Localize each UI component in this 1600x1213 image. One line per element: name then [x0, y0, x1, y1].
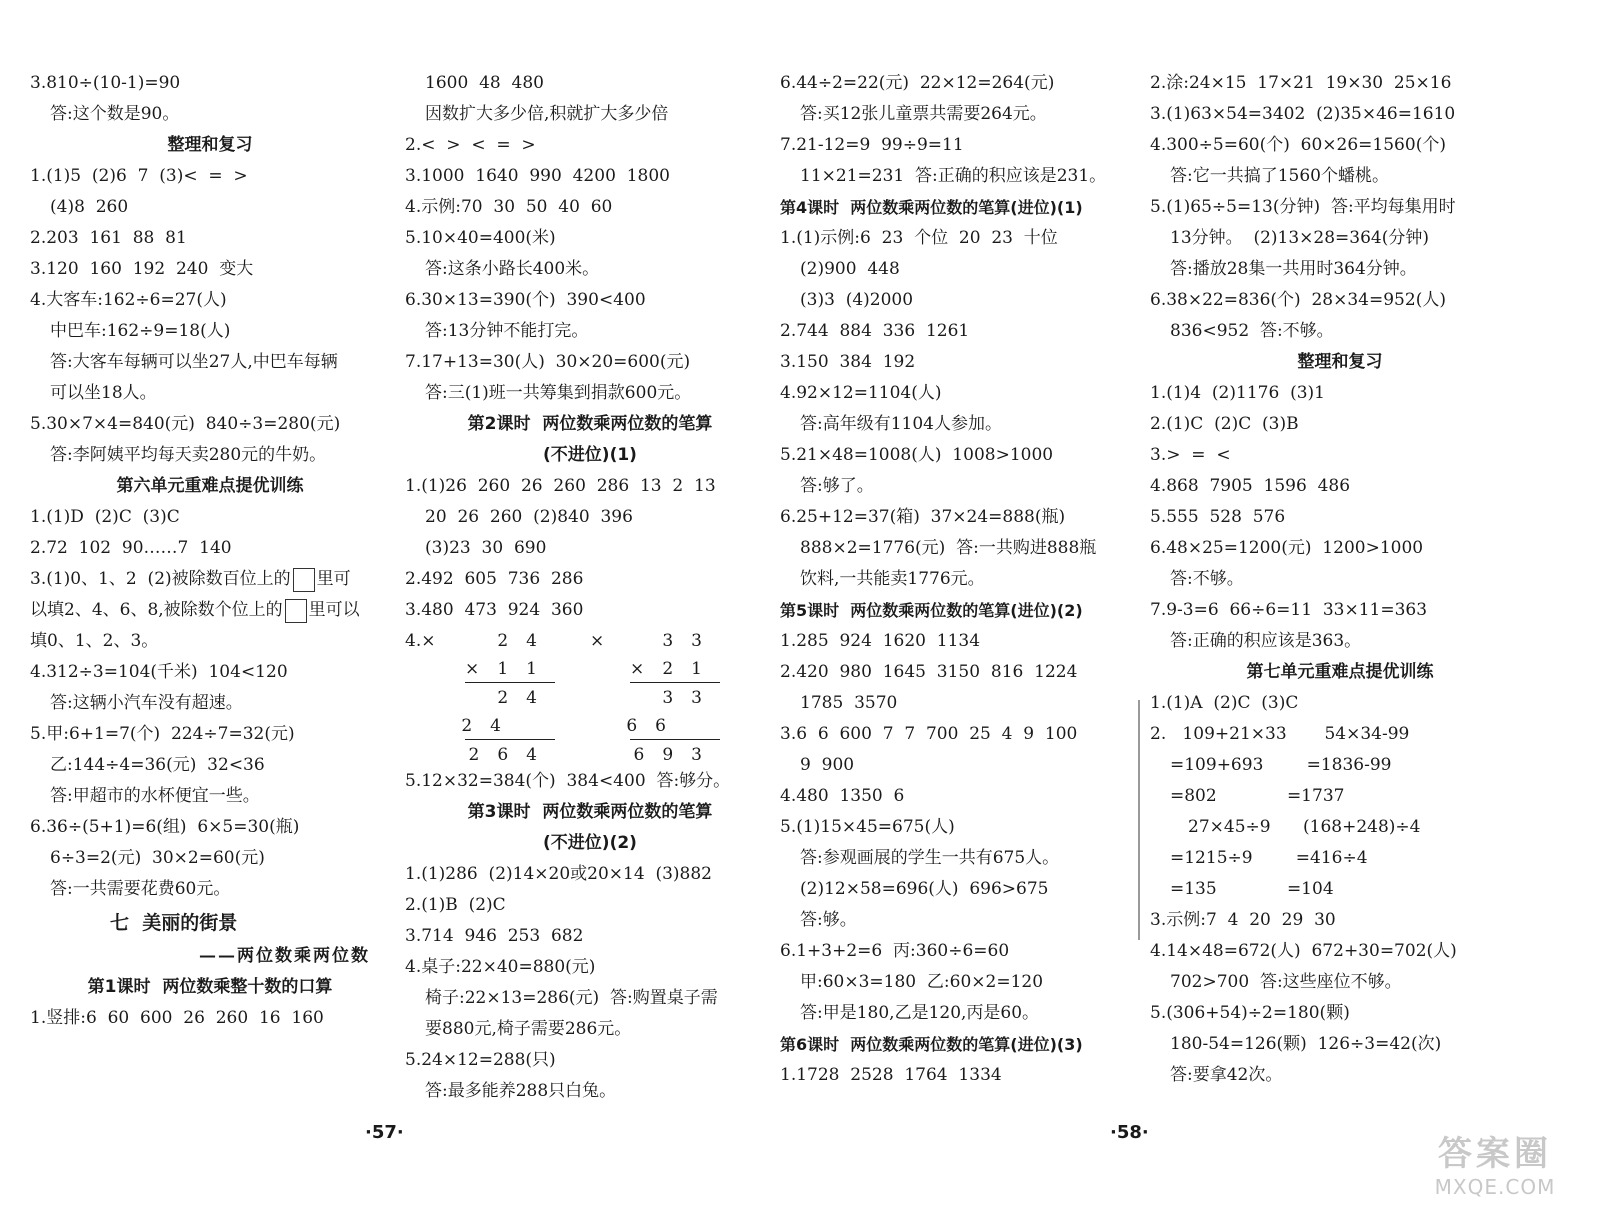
calc-b-row3: 33 [662, 688, 720, 708]
answer-line: 6.1+3+2=6 丙:360÷6=60 [780, 941, 1010, 961]
answer-line: 4.桌子:22×40=880(元) [405, 957, 596, 977]
lesson-heading: 第5课时 两位数乘两位数的笔算(进位)(2) [780, 601, 1083, 620]
vertical-calc-label: 4.× [405, 631, 436, 651]
vertical-calc-b [610, 626, 720, 768]
answer-line: 2.< > < = > [405, 135, 536, 155]
answer-line: 甲:60×3=180 乙:60×2=120 [800, 972, 1044, 992]
answer-line: 7.9-3=6 66÷6=11 33×11=363 [1150, 600, 1428, 620]
answer-line: 椅子:22×13=286(元) 答:购置桌子需 [425, 988, 718, 1008]
answer-line: 1.(1)4 (2)1176 (3)1 [1150, 383, 1325, 403]
answer-text: 3.(1)0、1、2 (2)被除数百位上的 [30, 569, 291, 589]
answer-line: 3.810÷(10-1)=90 [30, 73, 181, 93]
answer-line: 180-54=126(颗) 126÷3=42(次) [1170, 1034, 1442, 1054]
answer-line: 3.714 946 253 682 [405, 926, 584, 946]
answer-line: 2. 109+21×33 54×34-99 [1150, 724, 1410, 744]
answer-line: 1.(1)5 (2)6 7 (3)< = > [30, 166, 248, 186]
answer-line: 3.120 160 192 240 变大 [30, 259, 254, 279]
calc-a-row2: × 11 [465, 659, 555, 679]
answer-column-1 [30, 68, 390, 1034]
answer-line: 6.36÷(5+1)=6(组) 6×5=30(瓶) [30, 817, 300, 837]
answer-line: 836<952 答:不够。 [1170, 321, 1334, 341]
answer-text: 里可 [316, 569, 351, 589]
answer-line: 答:李阿姨平均每天卖280元的牛奶。 [50, 445, 327, 465]
answer-line: 2.420 980 1645 3150 816 1224 [780, 662, 1078, 682]
answer-line: 答:播放28集一共用时364分钟。 [1170, 259, 1417, 279]
answer-text: 里可以 [308, 600, 360, 620]
answer-line: 4.示例:70 30 50 40 60 [405, 197, 613, 217]
answer-line: 1785 3570 [800, 693, 898, 713]
answer-line: (3)23 30 690 [425, 538, 547, 558]
answer-line: 答:甲超市的水杯便宜一些。 [50, 786, 260, 806]
calc-b-row2: × 21 [630, 659, 720, 679]
calc-a-row3: 24 [497, 688, 555, 708]
watermark-logo [1420, 1126, 1570, 1199]
answer-line [30, 564, 390, 595]
answer-line: 1.竖排:6 60 600 26 260 16 160 [30, 1008, 324, 1028]
chapter-subtitle: ——两位数乘两位数 [199, 946, 370, 966]
answer-line: 3.150 384 192 [780, 352, 916, 372]
section-heading: 第2课时 两位数乘两位数的笔算 [467, 414, 713, 434]
answer-line: 6.44÷2=22(元) 22×12=264(元) [780, 73, 1055, 93]
answer-line: 4.300÷5=60(个) 60×26=1560(个) [1150, 135, 1446, 155]
answer-text: 以填2、4、6、8,被除数个位上的 [30, 600, 283, 620]
calc-b-multiplier: 21 [662, 659, 720, 679]
answer-line: 4.312÷3=104(千米) 104<120 [30, 662, 288, 682]
section-heading: 第七单元重难点提优训练 [1246, 662, 1434, 682]
answer-line: 1.(1)A (2)C (3)C [1150, 693, 1299, 713]
right-page [780, 0, 1600, 1213]
answer-line: 9 900 [800, 755, 855, 775]
answer-line: 4.14×48=672(人) 672+30=702(人) [1150, 941, 1457, 961]
answer-line: 要880元,椅子需要286元。 [425, 1019, 632, 1039]
answer-line: 5.(306+54)÷2=180(颗) [1150, 1003, 1350, 1023]
answer-line: 1.(1)示例:6 23 个位 20 23 十位 [780, 228, 1058, 248]
answer-line: (4)8 260 [50, 197, 129, 217]
answer-line: 4.868 7905 1596 486 [1150, 476, 1351, 496]
section-heading: (不进位)(2) [543, 833, 637, 853]
vertical-calculations [405, 626, 775, 766]
answer-column-3 [780, 68, 1145, 1091]
answer-line: 饮料,一共能卖1776元。 [800, 569, 985, 589]
calc-a-multiplier: 11 [497, 659, 555, 679]
answer-line: =135 =104 [1170, 879, 1334, 899]
answer-line: 6÷3=2(元) 30×2=60(元) [50, 848, 265, 868]
answer-line: 2.(1)C (2)C (3)B [1150, 414, 1299, 434]
answer-line: 2.744 884 336 1261 [780, 321, 970, 341]
calc-a-row1: 24 [497, 631, 555, 651]
section-heading: 第3课时 两位数乘两位数的笔算 [467, 802, 713, 822]
answer-line: 因数扩大多少倍,积就扩大多少倍 [425, 104, 669, 124]
answer-line: 可以坐18人。 [50, 383, 157, 403]
answer-line: 1.1728 2528 1764 1334 [780, 1065, 1002, 1085]
answer-line: 1.285 924 1620 1134 [780, 631, 981, 651]
answer-line: 7.17+13=30(人) 30×20=600(元) [405, 352, 691, 372]
answer-line: 1.(1)26 260 26 260 286 13 2 13 [405, 476, 716, 496]
answer-line [30, 595, 390, 626]
answer-line: 888×2=1776(元) 答:一共购进888瓶 [800, 538, 1097, 558]
answer-line: 6.38×22=836(个) 28×34=952(人) [1150, 290, 1446, 310]
answer-line: 3.480 473 924 360 [405, 600, 584, 620]
answer-line: 5.555 528 576 [1150, 507, 1286, 527]
answer-line: 答:最多能养288只白兔。 [425, 1081, 617, 1101]
watermark-url: MXQE.COM [1434, 1175, 1556, 1199]
answer-line: 13分钟。 (2)13×28=364(分钟) [1170, 228, 1429, 248]
calc-b-result: 693 [633, 745, 720, 765]
answer-line: 答:够了。 [800, 476, 874, 496]
answer-line: 答:一共需要花费60元。 [50, 879, 231, 899]
blank-box [293, 568, 315, 592]
answer-line: 6.30×13=390(个) 390<400 [405, 290, 646, 310]
left-page [0, 0, 780, 1213]
answer-line: =1215÷9 =416÷4 [1170, 848, 1368, 868]
answer-line: =802 =1737 [1170, 786, 1345, 806]
section-heading: 整理和复习 [167, 135, 253, 155]
calc-b-row1: 33 [662, 631, 720, 651]
answer-line: (3)3 (4)2000 [800, 290, 914, 310]
answer-line: 4.大客车:162÷6=27(人) [30, 290, 227, 310]
answer-line: (2)12×58=696(人) 696>675 [800, 879, 1049, 899]
answer-line: 1600 48 480 [425, 73, 544, 93]
answer-line: 答:高年级有1104人参加。 [800, 414, 1002, 434]
answer-line: 5.(1)65÷5=13(分钟) 答:平均每集用时 [1150, 197, 1456, 217]
answer-line: 4.480 1350 6 [780, 786, 905, 806]
answer-line: 5.(1)15×45=675(人) [780, 817, 955, 837]
section-heading: 第1课时 两位数乘整十数的口算 [87, 977, 333, 997]
answer-line: 6.25+12=37(箱) 37×24=888(瓶) [780, 507, 1066, 527]
answer-line: 4.92×12=1104(人) [780, 383, 942, 403]
answer-line: 2.203 161 88 81 [30, 228, 187, 248]
answer-line: 3.示例:7 4 20 29 30 [1150, 910, 1336, 930]
answer-line: 答:这个数是90。 [50, 104, 180, 124]
answer-line: 答:够。 [800, 910, 857, 930]
answer-line: 2.492 605 736 286 [405, 569, 584, 589]
answer-line: 5.24×12=288(只) [405, 1050, 556, 1070]
vertical-calc-mark-b: × [590, 631, 605, 651]
calc-a-result: 264 [468, 745, 555, 765]
answer-line: 3.(1)63×54=3402 (2)35×46=1610 [1150, 104, 1456, 124]
answer-line: 答:大客车每辆可以坐27人,中巴车每辆 [50, 352, 338, 372]
section-heading: 整理和复习 [1297, 352, 1383, 372]
answer-line: 答:它一共搞了1560个蟠桃。 [1170, 166, 1389, 186]
answer-line: 答:不够。 [1170, 569, 1244, 589]
section-heading: 第六单元重难点提优训练 [116, 476, 304, 496]
answer-line: 答:这条小路长400米。 [425, 259, 600, 279]
answer-column-2 [405, 68, 775, 1107]
answer-line: 答:买12张儿童票共需要264元。 [800, 104, 1047, 124]
answer-line: 20 26 260 (2)840 396 [425, 507, 633, 527]
answer-line: 1.(1)286 (2)14×20或20×14 (3)882 [405, 864, 712, 884]
answer-line: 答:这辆小汽车没有超速。 [50, 693, 243, 713]
answer-line: =109+693 =1836-99 [1170, 755, 1392, 775]
answer-line: 6.48×25=1200(元) 1200>1000 [1150, 538, 1424, 558]
answer-line: 答:13分钟不能打完。 [425, 321, 589, 341]
answer-line: 2.涂:24×15 17×21 19×30 25×16 [1150, 73, 1452, 93]
answer-line: 答:正确的积应该是363。 [1170, 631, 1362, 651]
answer-line: 5.甲:6+1=7(个) 224÷7=32(元) [30, 724, 295, 744]
answer-line: 2.72 102 90……7 140 [30, 538, 232, 558]
answer-line: 3.1000 1640 990 4200 1800 [405, 166, 670, 186]
page-number-right: ·58· [1110, 1122, 1149, 1143]
answer-line: 填0、1、2、3。 [30, 631, 159, 651]
calc-b-row4: 66 [626, 716, 684, 736]
answer-line: 2.(1)B (2)C [405, 895, 506, 915]
section-heading: (不进位)(1) [543, 445, 637, 465]
answer-line: 答:甲是180,乙是120,丙是60。 [800, 1003, 1040, 1023]
page-number-left: ·57· [365, 1122, 404, 1143]
answer-line: 答:三(1)班一共筹集到捐款600元。 [425, 383, 692, 403]
answer-line: 5.30×7×4=840(元) 840÷3=280(元) [30, 414, 341, 434]
answer-line: 5.10×40=400(米) [405, 228, 556, 248]
answer-line: 3.> = < [1150, 445, 1231, 465]
answer-line: 3.6 6 600 7 7 700 25 4 9 100 [780, 724, 1078, 744]
answer-line: 27×45÷9 (168+248)÷4 [1188, 817, 1421, 837]
answer-line: 7.21-12=9 99÷9=11 [780, 135, 964, 155]
calc-a-row4: 24 [461, 716, 519, 736]
answer-line: 5.12×32=384(个) 384<400 答:够分。 [405, 771, 731, 791]
answer-line: 答:要拿42次。 [1170, 1065, 1283, 1085]
answer-line: 答:参观画展的学生一共有675人。 [800, 848, 1060, 868]
answer-line: 中巴车:162÷9=18(人) [50, 321, 231, 341]
vertical-calc-a [445, 626, 555, 768]
answer-column-4 [1150, 68, 1530, 1091]
chapter-title: 七 美丽的街景 [110, 912, 238, 934]
lesson-heading: 第6课时 两位数乘两位数的笔算(进位)(3) [780, 1035, 1083, 1054]
column-divider [1138, 700, 1140, 940]
answer-line: 1.(1)D (2)C (3)C [30, 507, 180, 527]
answer-line: 乙:144÷4=36(元) 32<36 [50, 755, 265, 775]
answer-line: (2)900 448 [800, 259, 900, 279]
blank-box [285, 599, 307, 623]
answer-line: 5.21×48=1008(人) 1008>1000 [780, 445, 1054, 465]
lesson-heading: 第4课时 两位数乘两位数的笔算(进位)(1) [780, 198, 1083, 217]
answer-line: 702>700 答:这些座位不够。 [1170, 972, 1402, 992]
watermark-title: 答案圈 [1438, 1134, 1552, 1174]
answer-line: 11×21=231 答:正确的积应该是231。 [800, 166, 1107, 186]
